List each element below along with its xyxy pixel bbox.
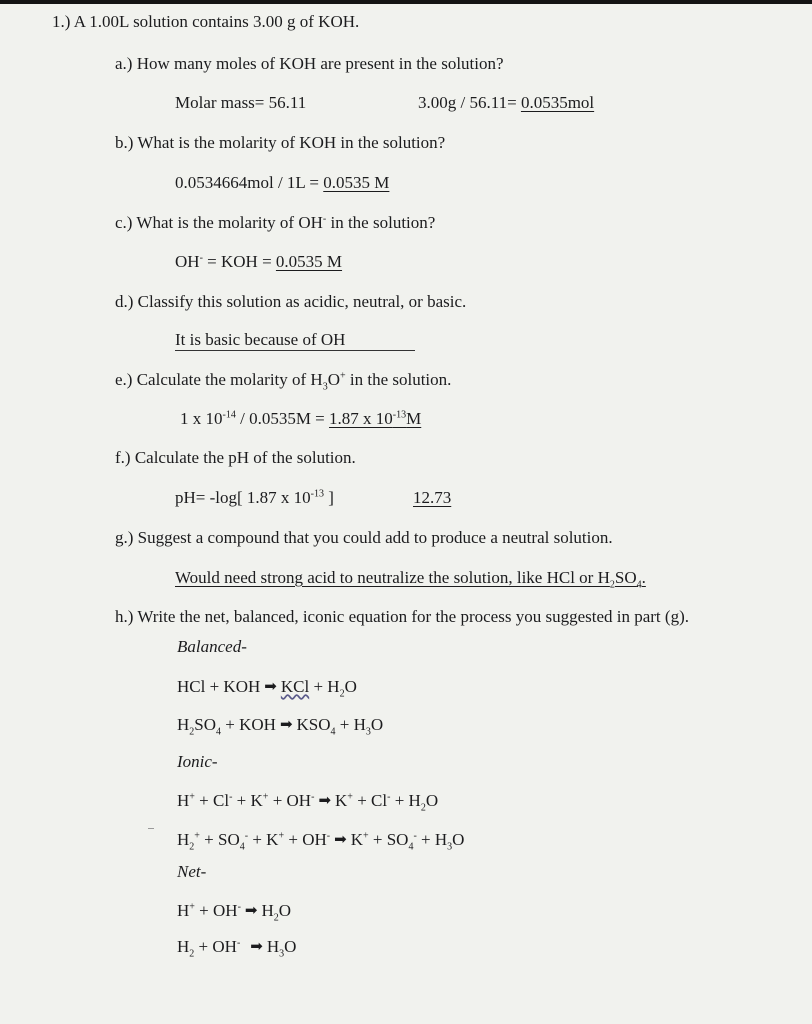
calc-e-mid: / 0.0535M = — [235, 409, 330, 428]
ion2-left: $H_2^+ + SO_4^- + K^+ + OH^-$ — [177, 830, 331, 853]
right-arrow-icon: ➡ — [264, 677, 277, 695]
answer-a-line — [418, 93, 594, 113]
eq2-sub3: 4 — [330, 726, 336, 738]
question-c-text: c.) What is the molarity of OH — [115, 213, 323, 232]
net-equation-2 — [177, 937, 297, 960]
right-arrow-icon: ➡ — [279, 715, 293, 733]
answer-e — [329, 409, 421, 428]
ion2-right: $K^+ + SO_4^- + H_3O$ — [350, 830, 465, 853]
ion1-right: $K^+ + Cl^- + H_2O$ — [335, 791, 439, 814]
eq1-left: HCl + KOH — [177, 677, 261, 696]
eq2-sub1: 2 — [189, 726, 195, 738]
question-e-o: O — [327, 370, 340, 389]
eq2-right: + H — [335, 715, 366, 734]
ionic-equation-2 — [177, 830, 465, 853]
eq2-so: SO — [194, 715, 217, 734]
eq2-left-end: + KOH — [221, 715, 276, 734]
question-e-end: in the solution. — [345, 370, 452, 389]
right-arrow-icon: ➡ — [244, 901, 258, 919]
answer-g-end: . — [641, 568, 646, 587]
calc-f — [175, 488, 334, 508]
net2-right: $H_3O$ — [266, 937, 297, 960]
eq2-sub2: 4 — [216, 726, 222, 738]
answer-e-exp: -13 — [392, 409, 407, 421]
answer-c: 0.0535 M — [275, 252, 343, 271]
balanced-equation-1 — [177, 677, 357, 700]
answer-a: 0.0535mol — [520, 93, 595, 112]
answer-d-underline — [175, 350, 415, 351]
balanced-label: Balanced- — [177, 637, 247, 656]
calc-e-exp: -14 — [222, 409, 236, 421]
balanced-equation-2 — [177, 715, 384, 738]
answer-g — [175, 568, 646, 591]
question-e — [115, 370, 452, 393]
right-arrow-icon: ➡ — [318, 791, 332, 809]
question-b: b.) What is the molarity of KOH in the solution? — [115, 133, 446, 152]
net-label: Net- — [177, 862, 207, 881]
answer-e-unit: M — [406, 409, 422, 428]
question-c — [115, 213, 435, 233]
net1-right: $H_2O$ — [261, 901, 292, 924]
question-h: h.) Write the net, balanced, iconic equation for the process you suggested in part (g). — [115, 607, 689, 626]
answer-e-line — [180, 409, 421, 429]
calc-f-exp: -13 — [310, 488, 325, 500]
net2-left: $H_2 + OH^-$ — [177, 937, 241, 960]
net1-left: H+ + OH- — [177, 901, 241, 920]
answer-f: 12.73 — [413, 488, 452, 507]
eq1-right: + H — [309, 677, 340, 696]
answer-g-sub1: 2 — [609, 579, 615, 591]
top-border — [0, 0, 812, 4]
eq1-o: O — [344, 677, 357, 696]
calc-c-mid: = KOH = — [202, 252, 276, 271]
eq2-o: O — [370, 715, 384, 734]
answer-b-line — [175, 173, 389, 193]
ion1-left: H+ + Cl- + K+ + OH- — [177, 791, 315, 810]
answer-g-text: Would need strong acid to neutralize the solution, like HCl or H — [175, 568, 610, 587]
net-equation-1 — [177, 901, 292, 924]
answer-d: It is basic because of OH — [175, 330, 346, 349]
eq2-sub4: 3 — [365, 726, 371, 738]
answer-c-line — [175, 252, 342, 272]
calc-b: 0.0534664mol / 1L = — [175, 173, 324, 192]
ionic-label: Ionic- — [177, 752, 218, 771]
right-arrow-icon: ➡ — [334, 830, 347, 848]
answer-e-base: 1.87 x 10 — [329, 409, 393, 428]
eq2-kso: KSO — [296, 715, 331, 734]
question-e-text: e.) Calculate the molarity of H — [115, 370, 323, 389]
eq1-kcl: KCl — [280, 677, 310, 696]
answer-g-so: SO — [614, 568, 637, 587]
right-arrow-icon: ➡ — [250, 937, 263, 955]
molar-mass: Molar mass= 56.11 — [175, 93, 307, 112]
calc-f-end: ] — [324, 488, 334, 507]
question-c-sup: - — [322, 213, 327, 225]
eq2-h: H — [177, 715, 190, 734]
eq1-sub: 2 — [339, 688, 345, 700]
calc-f-base: pH= -log[ 1.87 x 10 — [175, 488, 311, 507]
calc-c-oh: OH — [175, 252, 200, 271]
question-e-sup: + — [339, 370, 346, 382]
question-c-end: in the solution? — [326, 213, 436, 232]
answer-b: 0.0535 M — [323, 173, 390, 192]
question-a: a.) How many moles of KOH are present in the solution? — [115, 54, 504, 73]
question-f: f.) Calculate the pH of the solution. — [115, 448, 356, 467]
problem-title: 1.) A 1.00L solution contains 3.00 g of KOH. — [52, 12, 360, 31]
faint-mark — [148, 828, 154, 829]
calc-c-sup: - — [199, 252, 203, 264]
question-d: d.) Classify this solution as acidic, neutral, or basic. — [115, 292, 467, 311]
question-g: g.) Suggest a compound that you could add to produce a neutral solution. — [115, 528, 613, 547]
answer-g-sub2: 4 — [636, 579, 642, 591]
calc-a: 3.00g / 56.11= — [418, 93, 521, 112]
question-e-sub: 3 — [322, 381, 328, 393]
calc-e-base: 1 x 10 — [180, 409, 223, 428]
ionic-equation-1 — [177, 791, 439, 814]
